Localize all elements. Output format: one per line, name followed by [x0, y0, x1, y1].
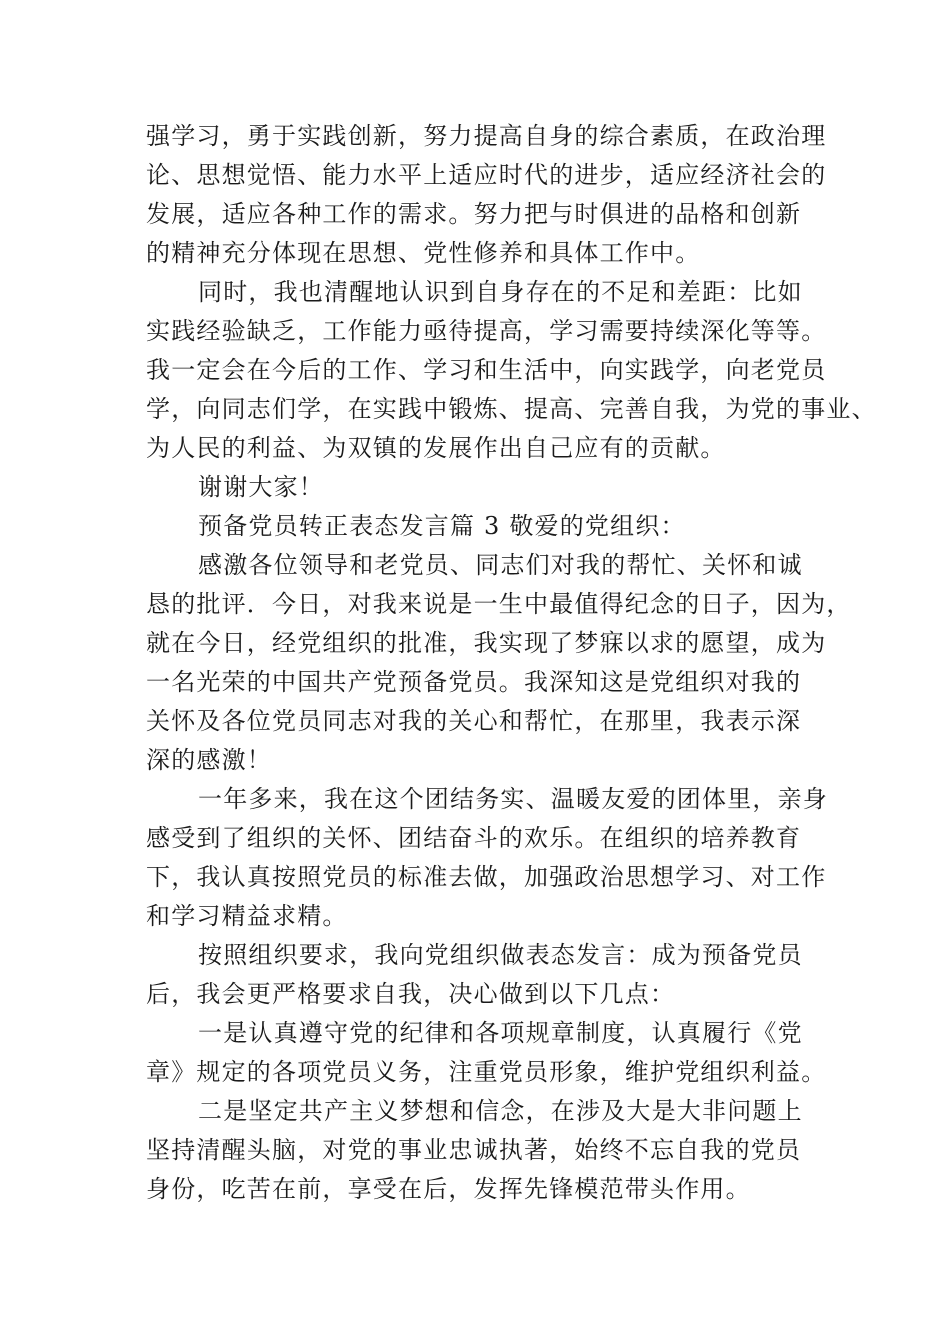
text-line: 章》规定的各项党员义务，注重党员形象，维护党组织利益。	[146, 1058, 827, 1086]
paragraph-first-line: 同时，我也清醒地认识到自身存在的不足和差距：比如	[198, 278, 803, 306]
text-line: 我一定会在今后的工作、学习和生活中，向实践学，向老党员	[146, 356, 827, 384]
text-line: 的精神充分体现在思想、党性修养和具体工作中。	[146, 239, 701, 267]
text-line: 下，我认真按照党员的标准去做，加强政治思想学习、对工作	[146, 863, 827, 891]
text-line: 学，向同志们学，在实践中锻炼、提高、完善自我，为党的事业、	[146, 395, 877, 423]
text-line: 感受到了组织的关怀、团结奋斗的欢乐。在组织的培养教育	[146, 824, 802, 852]
text-line: 强学习，勇于实践创新，努力提高自身的综合素质，在政治理	[146, 122, 827, 150]
paragraph-first-line: 感激各位领导和老党员、同志们对我的帮忙、关怀和诚	[198, 551, 803, 579]
paragraph-first-line: 一年多来，我在这个团结务实、温暖友爱的团体里，亲身	[198, 785, 828, 813]
text-line: 身份，吃苦在前，享受在后，发挥先锋模范带头作用。	[146, 1175, 751, 1203]
text-line: 实践经验缺乏，工作能力亟待提高，学习需要持续深化等等。	[146, 317, 827, 345]
text-line: 恳的批评．今日，对我来说是一生中最值得纪念的日子，因为，	[146, 590, 852, 618]
paragraph-first-line: 二是坚定共产主义梦想和信念，在涉及大是大非问题上	[198, 1097, 803, 1125]
text-line: 坚持清醒头脑，对党的事业忠诚执著，始终不忘自我的党员	[146, 1136, 802, 1164]
text-line: 为人民的利益、为双镇的发展作出自己应有的贡献。	[146, 434, 726, 462]
paragraph-first-line: 一是认真遵守党的纪律和各项规章制度，认真履行《党	[198, 1019, 803, 1047]
text-line: 论、思想觉悟、能力水平上适应时代的进步，适应经济社会的	[146, 161, 827, 189]
text-line: 就在今日，经党组织的批准，我实现了梦寐以求的愿望，成为	[146, 629, 827, 657]
text-line: 深的感激！	[146, 746, 272, 774]
text-line: 和学习精益求精。	[146, 902, 348, 930]
text-line: 发展，适应各种工作的需求。努力把与时俱进的品格和创新	[146, 200, 802, 228]
section-heading: 预备党员转正表态发言篇 3 敬爱的党组织：	[198, 512, 686, 540]
paragraph-first-line: 按照组织要求，我向党组织做表态发言：成为预备党员	[198, 941, 803, 969]
closing-thanks: 谢谢大家！	[198, 473, 324, 501]
text-line: 后，我会更严格要求自我，决心做到以下几点：	[146, 980, 676, 1008]
text-line: 关怀及各位党员同志对我的关心和帮忙，在那里，我表示深	[146, 707, 802, 735]
text-line: 一名光荣的中国共产党预备党员。我深知这是党组织对我的	[146, 668, 802, 696]
